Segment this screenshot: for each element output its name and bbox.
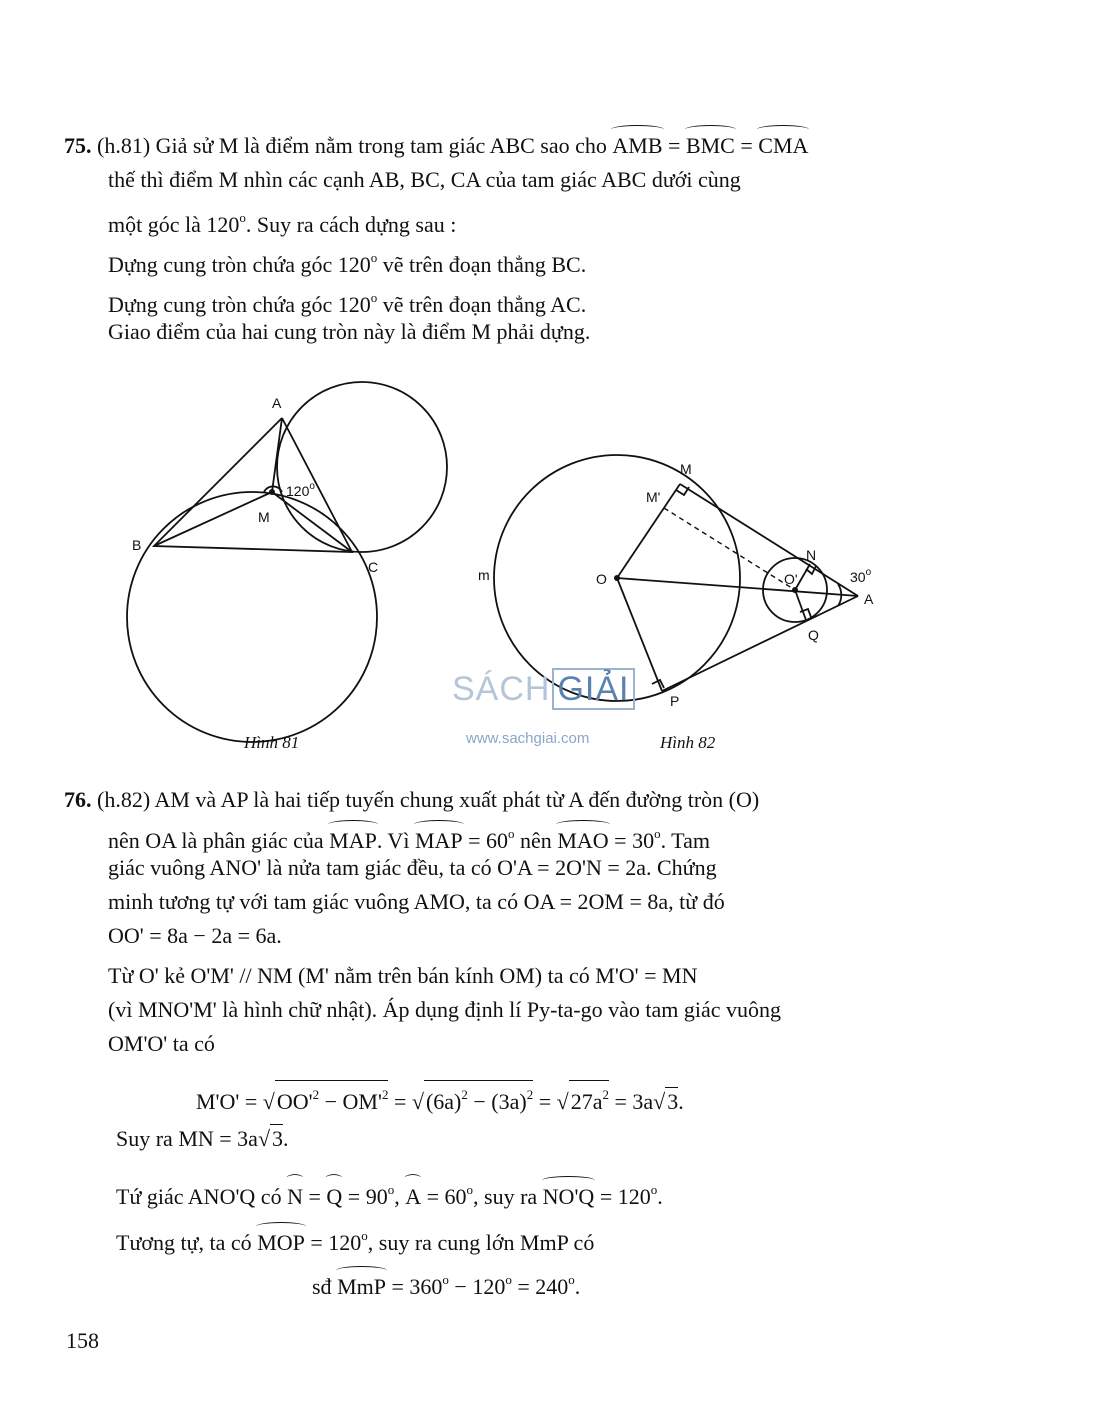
label-m82: M bbox=[680, 461, 692, 477]
label-o: O bbox=[596, 571, 607, 587]
label-angle-120: 120$^o$ bbox=[286, 481, 315, 499]
problem-75-line-3: một góc là 120$^o$. Suy ra cách dựng sau : bbox=[108, 210, 457, 237]
point-m bbox=[269, 489, 275, 495]
label-m: M bbox=[258, 509, 270, 525]
watermark-logo: SÁCH GIẢI bbox=[452, 670, 635, 709]
problem-76-para2-line-2: (vì MNO'M' là hình chữ nhật). Áp dụng định lí Py-ta-go vào tam giác vuông bbox=[108, 997, 782, 1022]
figure-81-points bbox=[269, 489, 275, 495]
problem-76-arc-measure: sđ MmP = $360^o - 120^o = 240^o$. bbox=[312, 1272, 581, 1299]
caption-figure-82: Hình 82 bbox=[660, 733, 716, 752]
label-m-prime: M' bbox=[646, 489, 661, 505]
problem-76-mn-result: Suy ra MN = 3a√3. bbox=[116, 1126, 289, 1151]
point-o-prime bbox=[792, 587, 798, 593]
label-angle-30: 30$^o$ bbox=[850, 567, 872, 585]
angle-cma: CMA bbox=[758, 133, 809, 158]
problem-number: 75. bbox=[64, 133, 92, 158]
label-m-arc: m bbox=[478, 567, 490, 583]
figure-82 bbox=[494, 455, 858, 701]
angle-bmc: BMC bbox=[685, 133, 735, 158]
figure-81 bbox=[127, 382, 447, 742]
circle-ac bbox=[277, 382, 447, 552]
problem-76-quadrilateral: Tứ giác ANO'Q có ⌒ N = ⌒ $Q = 90^o$, ⌒ $A = 60^o$, suy ra $NO'Q = 120^o$. bbox=[116, 1176, 663, 1211]
problem-76-para2-line-3: OM'O' ta có bbox=[108, 1031, 215, 1056]
page-number: 158 bbox=[66, 1328, 99, 1353]
problem-76-line-3: giác vuông ANO' là nửa tam giác đều, ta có O'A = 2O'N = 2a. Chứng bbox=[108, 855, 717, 880]
caption-figure-81: Hình 81 bbox=[244, 733, 300, 752]
label-o-prime: O' bbox=[784, 571, 798, 587]
problem-75-line-2: thế thì điểm M nhìn các cạnh AB, BC, CA của tam giác ABC dưới cùng bbox=[108, 167, 741, 192]
label-a: A bbox=[272, 395, 282, 411]
label-q: Q bbox=[808, 627, 819, 643]
problem-76-line-1: 76. (h.82) AM và AP là hai tiếp tuyến chung xuất phát từ A đến đường tròn (O) bbox=[64, 787, 760, 812]
problem-75-line-4: Dựng cung tròn chứa góc 120$^o$ vẽ trên đoạn thẳng BC. bbox=[108, 250, 587, 277]
label-b: B bbox=[132, 537, 142, 553]
label-p: P bbox=[670, 693, 680, 709]
problem-76-similarly: Tương tự, ta có MOP = $120^o$, suy ra cung lớn MmP có bbox=[116, 1228, 595, 1255]
label-n: N bbox=[806, 547, 817, 563]
point-o bbox=[614, 575, 620, 581]
problem-75-line-6: Giao điểm của hai cung tròn này là điểm M phải dựng. bbox=[108, 319, 591, 344]
problem-76-line-5: OO' = 8a − 2a = 6a. bbox=[108, 923, 282, 948]
problem-number: 76. bbox=[64, 787, 92, 812]
label-c: C bbox=[368, 559, 379, 575]
equation-m-prime-o-prime: $M'O' = √OO'^2 - OM'^2 = √(6a)^2 - (3a)^2 = √27a^2 = 3a√3$. bbox=[196, 1080, 684, 1116]
problem-75-line-1: 75. (h.81) Giả sử M là điểm nằm trong tam giác ABC sao cho AMB = BMC = CMA bbox=[64, 133, 809, 158]
problem-76-para2-line-1: Từ O' kẻ O'M' // NM (M' nằm trên bán kính OM) ta có M'O' = MN bbox=[108, 963, 698, 988]
problem-75-line-5: Dựng cung tròn chứa góc 120$^o$ vẽ trên đoạn thẳng AC. bbox=[108, 290, 587, 317]
label-a82: A bbox=[864, 591, 874, 607]
angle-amb: AMB bbox=[612, 133, 663, 158]
problem-76-line-2: nên OA là phân giác của MAP. Vì MAP = $60^o$ nên MAO = $30^o$. Tam bbox=[108, 826, 710, 853]
watermark-url: www.sachgiai.com bbox=[466, 730, 590, 747]
problem-76-line-4: minh tương tự với tam giác vuông AMO, ta có OA = 2OM = 8a, từ đó bbox=[108, 889, 725, 914]
